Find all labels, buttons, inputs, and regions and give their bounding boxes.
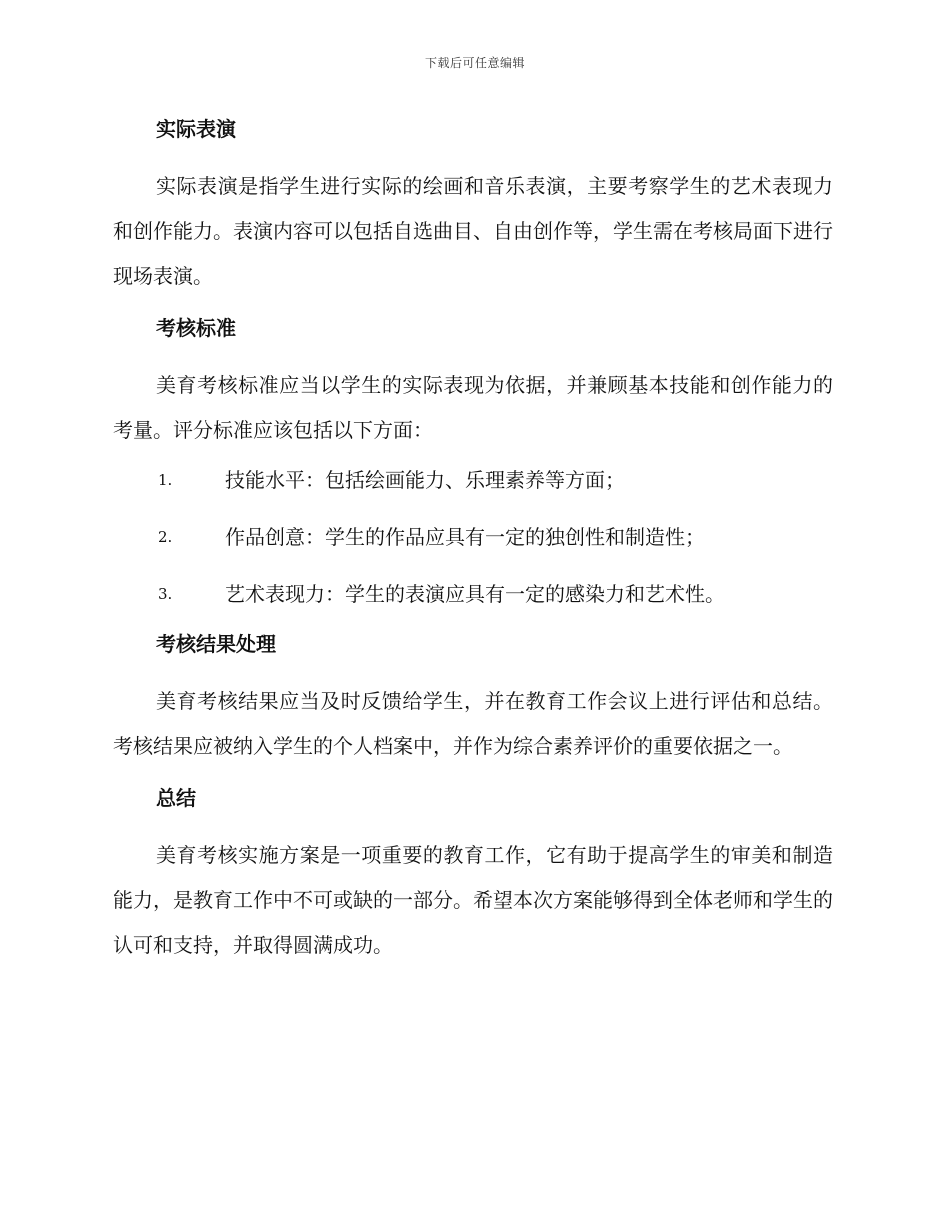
list-item: [113, 522, 833, 552]
section-heading-summary: 总结: [156, 786, 196, 810]
document-body: [113, 112, 833, 980]
paragraph-summary: 美育考核实施方案是一项重要的教育工作，它有助于提高学生的审美和制造能力，是教育工作中不可或缺的一部分。希望本次方案能够得到全体老师和学生的认可和支持，并取得圆满成功。: [113, 843, 833, 957]
paragraph-performance: 实际表演是指学生进行实际的绘画和音乐表演，主要考察学生的艺术表现力和创作能力。表演内容可以包括自选曲目、自由创作等，学生需在考核局面下进行现场表演。: [113, 174, 833, 288]
criteria-list: [113, 465, 833, 609]
list-item: [113, 465, 833, 495]
list-number: 1.: [158, 471, 173, 489]
list-text: 技能水平：包括绘画能力、乐理素养等方面；: [225, 468, 625, 492]
list-text: 艺术表现力：学生的表演应具有一定的感染力和艺术性。: [225, 582, 725, 606]
list-item: [113, 579, 833, 609]
header-note: 下载后可任意编辑: [424, 56, 525, 70]
list-number: 3.: [158, 585, 173, 603]
section-heading-standards: 考核标准: [156, 316, 236, 340]
paragraph-standards: 美育考核标准应当以学生的实际表现为依据，并兼顾基本技能和创作能力的考量。评分标准应该包括以下方面：: [113, 373, 833, 442]
list-text: 作品创意：学生的作品应具有一定的独创性和制造性；: [225, 525, 705, 549]
section-heading-performance: 实际表演: [156, 117, 236, 141]
list-number: 2.: [158, 528, 173, 546]
paragraph-results: 美育考核结果应当及时反馈给学生，并在教育工作会议上进行评估和总结。考核结果应被纳入学生的个人档案中，并作为综合素养评价的重要依据之一。: [113, 689, 833, 758]
section-heading-results: 考核结果处理: [156, 632, 276, 656]
